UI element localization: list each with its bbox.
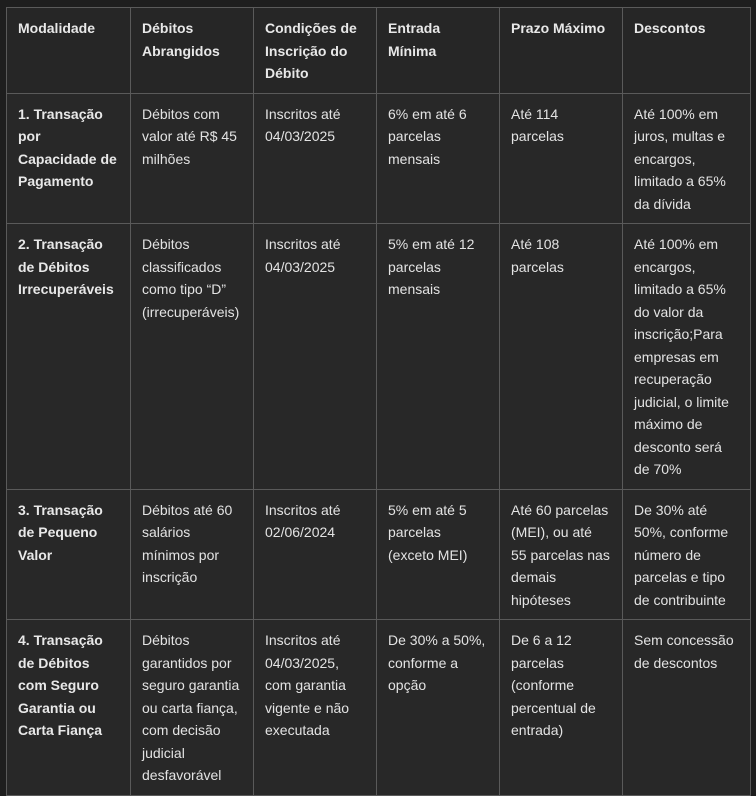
cell-prazo: De 6 a 12 parcelas (conforme percentual de entrada) bbox=[500, 620, 623, 796]
header-entrada-minima: Entrada Mínima bbox=[377, 8, 500, 94]
table-row bbox=[7, 620, 751, 796]
table-body bbox=[7, 93, 751, 795]
cell-condicoes: Inscritos até 04/03/2025 bbox=[254, 224, 377, 490]
cell-debitos: Débitos com valor até R$ 45 milhões bbox=[131, 93, 254, 224]
cell-descontos: De 30% até 50%, conforme número de parcelas e tipo de contribuinte bbox=[623, 489, 751, 620]
table-row bbox=[7, 489, 751, 620]
cell-modalidade: 1. Transação por Capacidade de Pagamento bbox=[7, 93, 131, 224]
cell-modalidade: 3. Transação de Pequeno Valor bbox=[7, 489, 131, 620]
cell-prazo: Até 60 parcelas (MEI), ou até 55 parcelas nas demais hipóteses bbox=[500, 489, 623, 620]
cell-prazo: Até 114 parcelas bbox=[500, 93, 623, 224]
cell-descontos: Até 100% em juros, multas e encargos, limitado a 65% da dívida bbox=[623, 93, 751, 224]
header-debitos-abrangidos: Débitos Abrangidos bbox=[131, 8, 254, 94]
cell-debitos: Débitos garantidos por seguro garantia ou carta fiança, com decisão judicial desfavorável bbox=[131, 620, 254, 796]
table-header bbox=[7, 8, 751, 94]
table-row bbox=[7, 93, 751, 224]
cell-entrada: De 30% a 50%, conforme a opção bbox=[377, 620, 500, 796]
cell-descontos: Sem concessão de descontos bbox=[623, 620, 751, 796]
transaction-modalities-table-container bbox=[6, 7, 750, 796]
cell-debitos: Débitos até 60 salários mínimos por inscrição bbox=[131, 489, 254, 620]
table-row bbox=[7, 224, 751, 490]
header-condicoes-inscricao: Condições de Inscrição do Débito bbox=[254, 8, 377, 94]
header-descontos: Descontos bbox=[623, 8, 751, 94]
cell-entrada: 6% em até 6 parcelas mensais bbox=[377, 93, 500, 224]
cell-debitos: Débitos classificados como tipo “D” (irrecuperáveis) bbox=[131, 224, 254, 490]
cell-entrada: 5% em até 5 parcelas (exceto MEI) bbox=[377, 489, 500, 620]
cell-condicoes: Inscritos até 02/06/2024 bbox=[254, 489, 377, 620]
cell-prazo: Até 108 parcelas bbox=[500, 224, 623, 490]
cell-entrada: 5% em até 12 parcelas mensais bbox=[377, 224, 500, 490]
cell-descontos: Até 100% em encargos, limitado a 65% do valor da inscrição;Para empresas em recuperação judicial, o limite máximo de desconto será de 70% bbox=[623, 224, 751, 490]
header-row bbox=[7, 8, 751, 94]
cell-condicoes: Inscritos até 04/03/2025, com garantia vigente e não executada bbox=[254, 620, 377, 796]
header-prazo-maximo: Prazo Máximo bbox=[500, 8, 623, 94]
cell-condicoes: Inscritos até 04/03/2025 bbox=[254, 93, 377, 224]
transaction-modalities-table bbox=[6, 7, 751, 796]
cell-modalidade: 2. Transação de Débitos Irrecuperáveis bbox=[7, 224, 131, 490]
header-modalidade: Modalidade bbox=[7, 8, 131, 94]
cell-modalidade: 4. Transação de Débitos com Seguro Garantia ou Carta Fiança bbox=[7, 620, 131, 796]
